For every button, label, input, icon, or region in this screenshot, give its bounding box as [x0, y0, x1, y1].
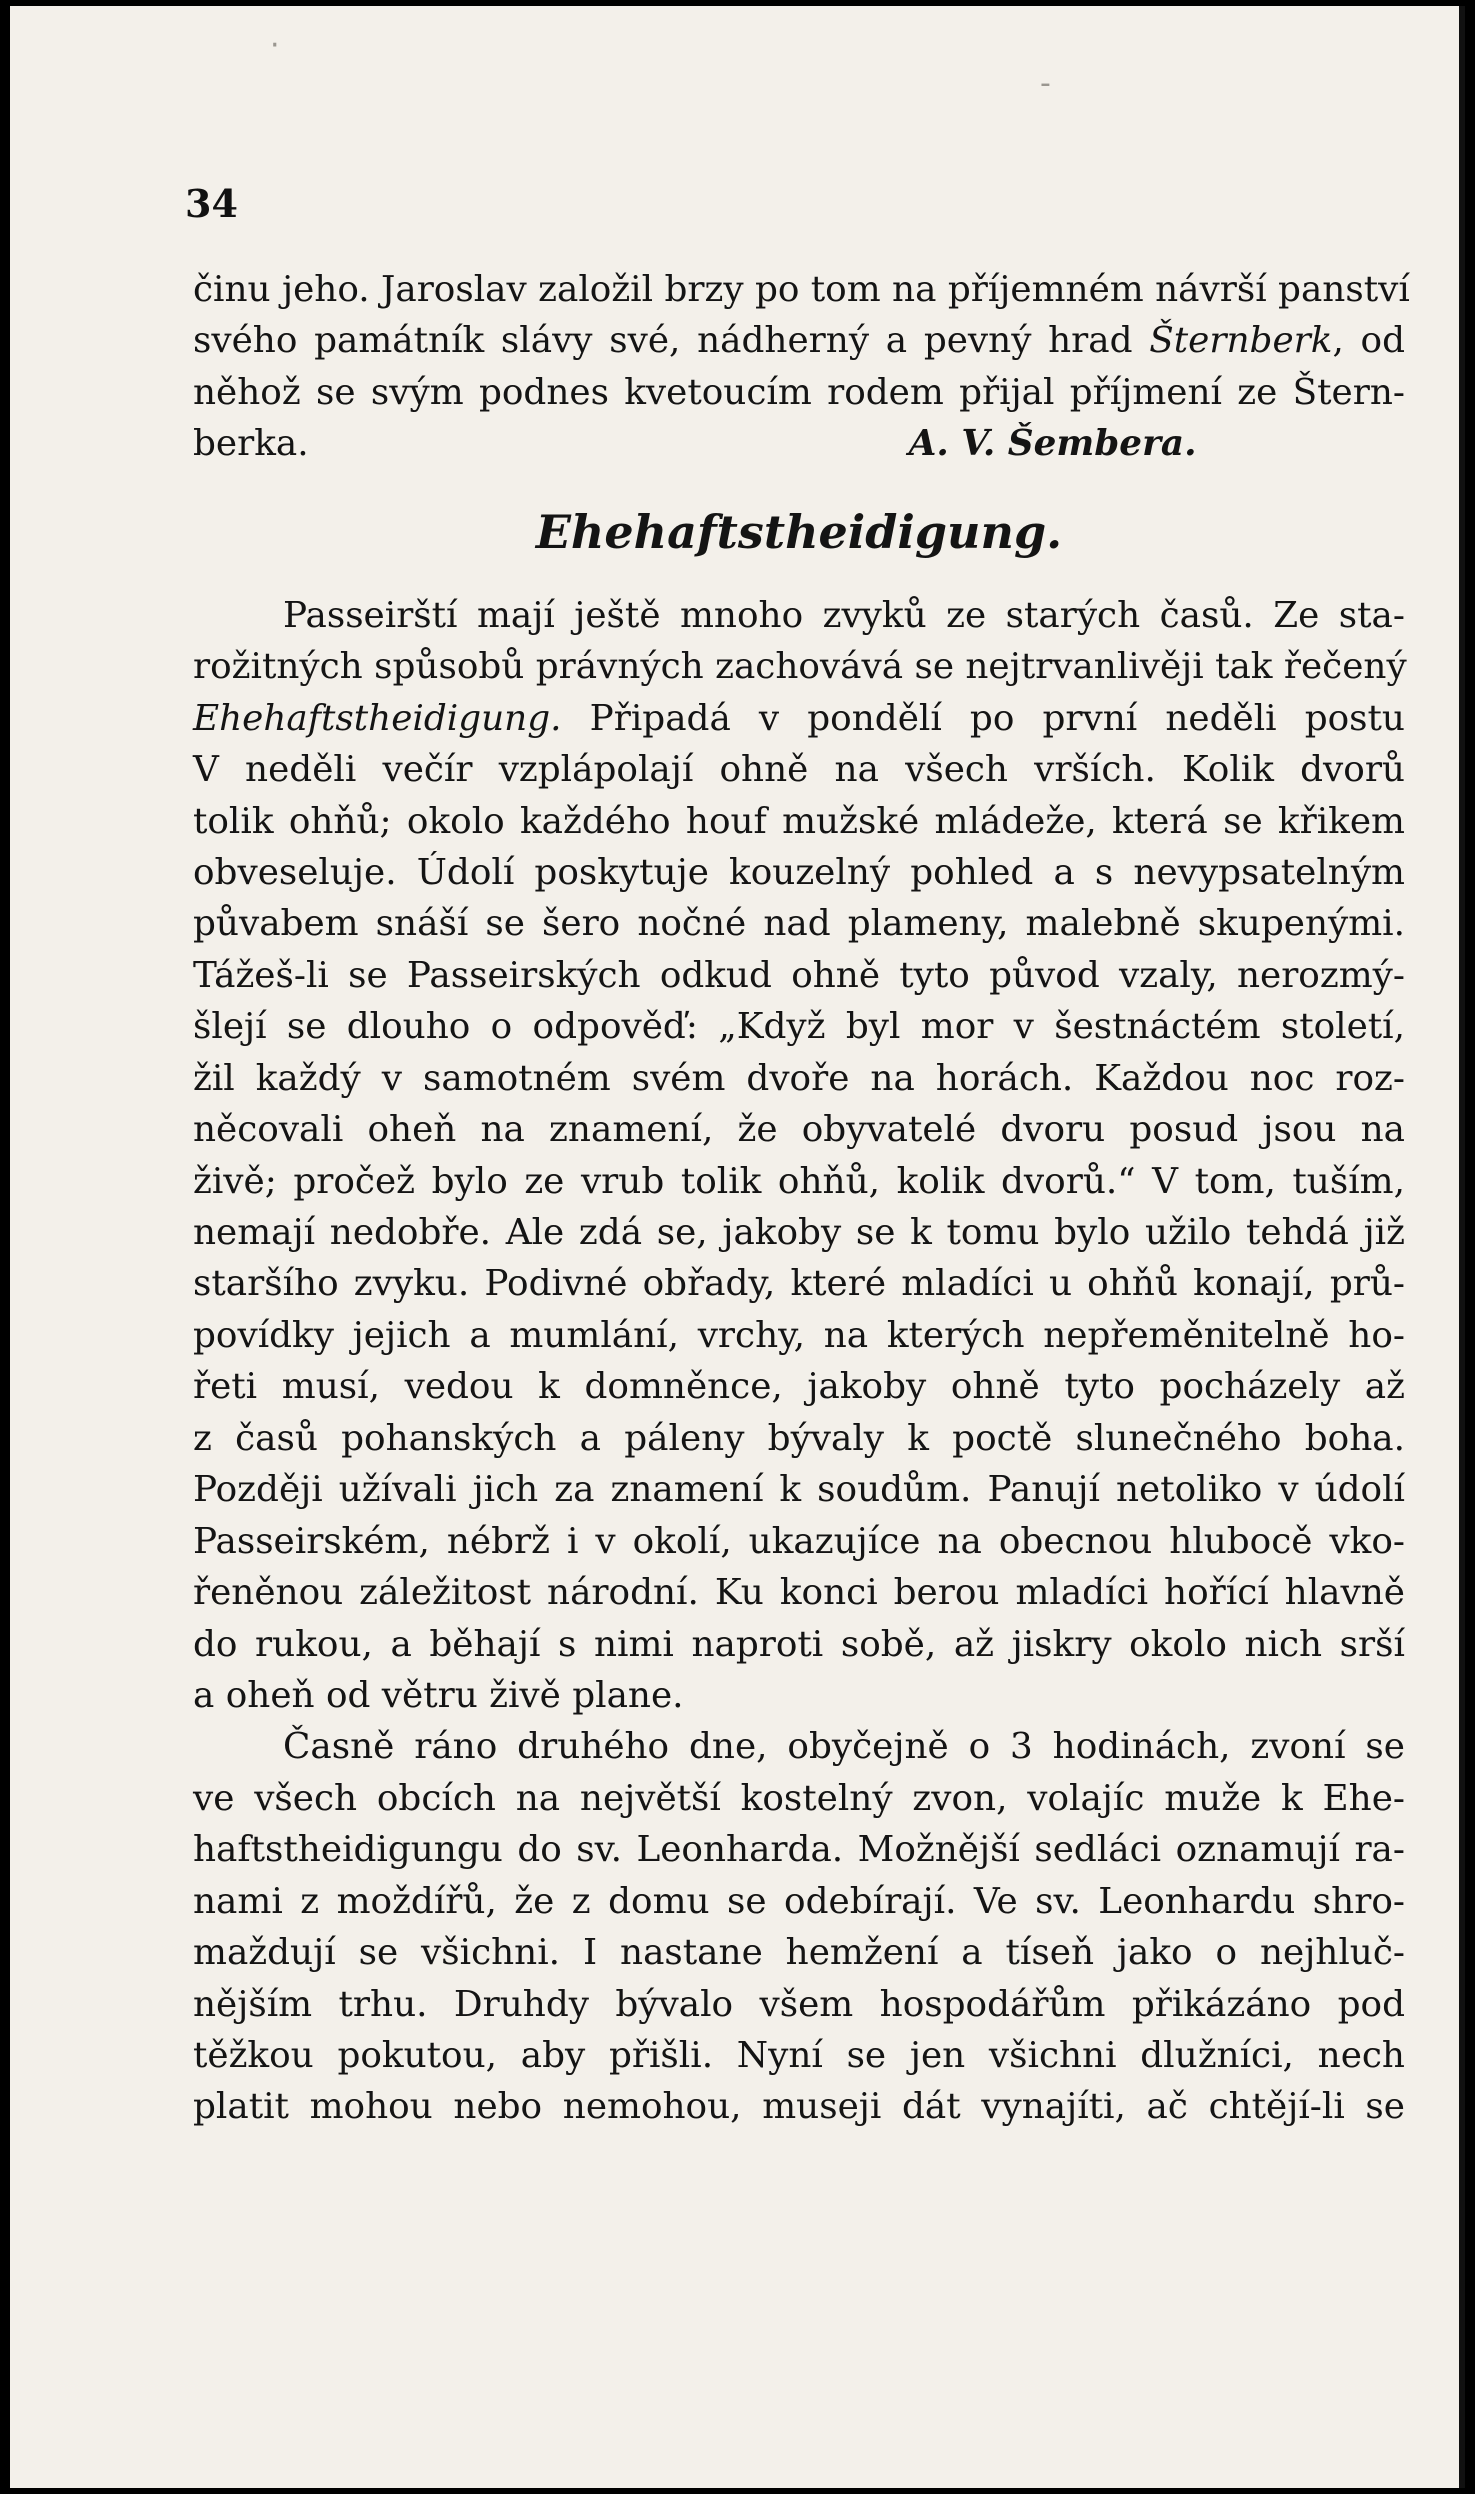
text-line: řeti musí, vedou k domněnce, jakoby ohně tyto pocházely až	[193, 1366, 1405, 1408]
text-line: nami z moždířů, že z domu se odebírají. Ve sv. Leonhardu shro-	[193, 1880, 1405, 1922]
text-line: a oheň od větru živě plane.	[193, 1674, 684, 1716]
text-line: těžkou pokutou, aby přišli. Nyní se jen všichni dlužníci, nech	[193, 2035, 1405, 2076]
text-line: obveseluje. Údolí poskytuje kouzelný pohled a s nevypsatelným	[193, 851, 1405, 893]
text-line: ve všech obcích na největší kostelný zvon, volajíc muže k Ehe-	[193, 1777, 1405, 1819]
text-line: V neděli večír vzplápolají ohně na všech vrších. Kolik dvorů	[193, 749, 1405, 791]
text-line: rožitných spůsobů právných zachovává se nejtrvanlivěji tak řečený	[193, 646, 1407, 688]
text-line: platit mohou nebo nemohou, museji dát vynajíti, ač chtějí-li se	[193, 2086, 1405, 2128]
text-line: nemají nedobře. Ale zdá se, jakoby se k tomu bylo užilo tehdá již	[193, 1212, 1405, 1253]
text-line: Časně ráno druhého dne, obyčejně o 3 hodinách, zvoní se	[283, 1726, 1405, 1768]
castle-name: Šternberk	[1149, 320, 1333, 362]
section-heading: Ehehaftstheidigung.	[535, 504, 1063, 559]
text-line: Passeirském, nébrž i v okolí, ukazujíce na obecnou hlubocě vko-	[193, 1520, 1405, 1562]
text-line: řeněnou záležitost národní. Ku konci berou mladíci hořící hlavně	[193, 1572, 1405, 1614]
text-line: žil každý v samotném svém dvoře na horách. Každou noc roz-	[193, 1057, 1405, 1099]
author-signature: A. V. Šembera.	[908, 422, 1197, 465]
text-line: berka. A. V. Šembera.	[193, 422, 1197, 465]
text-line: povídky jejich a mumlání, vrchy, na kterých nepřeměnitelně ho-	[193, 1314, 1405, 1356]
scan-speck: -	[1040, 66, 1051, 101]
scan-speck: ·	[270, 28, 280, 63]
text-line: do rukou, a běhají s nimi naproti sobě, až jiskry okolo nich srší	[193, 1623, 1405, 1665]
text-line: nějším trhu. Druhdy bývalo všem hospodářům přikázáno pod	[193, 1983, 1405, 2025]
text-line: maždují se všichni. I nastane hemžení a tíseň jako o nejhluč-	[193, 1932, 1405, 1974]
term-italic: Ehehaftstheidigung.	[193, 697, 562, 739]
text-line: Později užívali jich za znamení k soudům. Panují netoliko v údolí	[193, 1469, 1405, 1511]
text-line: Ehehaftstheidigung. Připadá v pondělí po první neděli postu	[193, 697, 1405, 739]
text-line: tolik ohňů; okolo každého houf mužské mládeže, která se křikem	[193, 800, 1405, 842]
page-number: 34	[185, 181, 238, 226]
text-line: Passeirští mají ještě mnoho zvyků ze starých časů. Ze sta-	[283, 594, 1405, 636]
body-text	[193, 264, 1410, 2133]
text-line: z časů pohanských a páleny bývaly k poctě slunečného boha.	[193, 1417, 1405, 1459]
page-scan	[10, 6, 1465, 2488]
text-line: haftstheidigungu do sv. Leonharda. Možnější sedláci oznamují ra-	[193, 1829, 1405, 1871]
text-line: něcovali oheň na znamení, že obyvatelé dvoru posud jsou na	[193, 1109, 1405, 1151]
text-line: svého památník slávy své, nádherný a pevný hrad Šternberk, od	[193, 320, 1405, 362]
text-line: Tážeš-li se Passeirských odkud ohně tyto původ vzaly, nerozmý-	[193, 954, 1405, 996]
text-line: půvabem snáší se šero nočné nad plameny, malebně skupenými.	[193, 903, 1405, 945]
text-line: živě; pročež bylo ze vrub tolik ohňů, kolik dvorů.“ V tom, tuším,	[193, 1160, 1405, 1202]
text-line: šlejí se dlouho o odpověď: „Když byl mor v šestnáctém století,	[193, 1006, 1405, 1048]
text-line: staršího zvyku. Podivné obřady, které mladíci u ohňů konají, prů-	[193, 1263, 1405, 1305]
text-line: něhož se svým podnes kvetoucím rodem přijal příjmení ze Štern-	[193, 371, 1405, 413]
text-line: činu jeho. Jaroslav založil brzy po tom na příjemném návrší panství	[193, 269, 1410, 310]
